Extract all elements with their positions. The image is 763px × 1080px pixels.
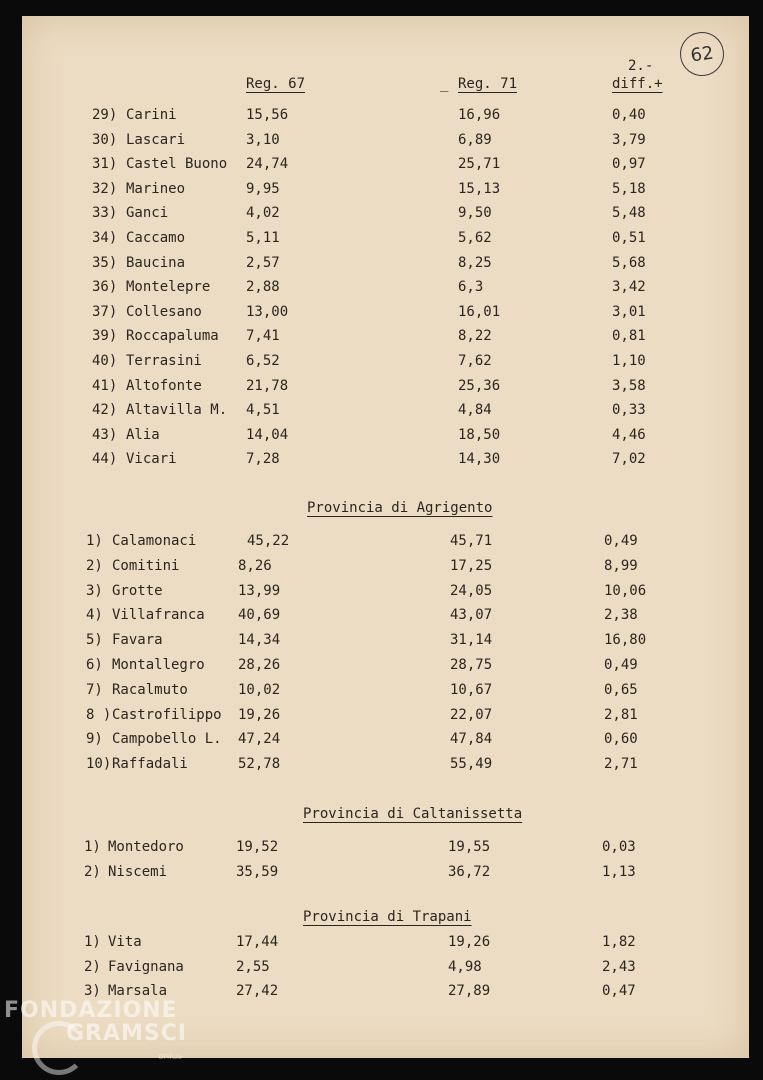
row-reg67: 7,28 (246, 451, 280, 467)
row-reg71: 8,22 (458, 328, 492, 344)
row-reg71: 4,98 (448, 959, 482, 975)
row-index: 3) (84, 983, 101, 999)
row-reg67: 21,78 (246, 378, 289, 394)
row-reg71: 16,01 (458, 304, 501, 320)
row-index: 8 ) (86, 707, 112, 723)
row-index: 30) (92, 132, 118, 148)
row-diff: 0,65 (604, 682, 638, 698)
header-page-marker: 2.- (628, 58, 654, 74)
row-diff: 10,06 (604, 583, 647, 599)
row-reg67: 13,00 (246, 304, 289, 320)
row-reg71: 28,75 (450, 657, 493, 673)
row-comune: Villafranca (112, 607, 205, 623)
row-diff: 5,18 (612, 181, 646, 197)
row-reg67: 45,22 (247, 533, 290, 549)
row-index: 10) (86, 756, 112, 772)
row-comune: Carini (126, 107, 177, 123)
row-reg67: 52,78 (238, 756, 281, 772)
watermark-line1: FONDAZIONE (4, 998, 178, 1023)
row-reg67: 13,99 (238, 583, 281, 599)
row-comune: Montelepre (126, 279, 211, 295)
row-index: 41) (92, 378, 118, 394)
row-diff: 0,40 (612, 107, 646, 123)
row-reg71: 47,84 (450, 731, 493, 747)
row-index: 29) (92, 107, 118, 123)
row-comune: Montallegro (112, 657, 205, 673)
row-comune: Grotte (112, 583, 163, 599)
row-comune: Montedoro (108, 839, 184, 855)
row-index: 2) (86, 558, 103, 574)
watermark-line2: GRAMSCI (66, 1021, 188, 1046)
row-comune: Collesano (126, 304, 202, 320)
row-index: 35) (92, 255, 118, 271)
row-index: 32) (92, 181, 118, 197)
row-comune: Calamonaci (112, 533, 197, 549)
row-index: 40) (92, 353, 118, 369)
row-index: 2) (84, 864, 101, 880)
row-diff: 2,43 (602, 959, 636, 975)
row-reg67: 2,57 (246, 255, 280, 271)
row-diff: 2,71 (604, 756, 638, 772)
row-reg67: 4,51 (246, 402, 280, 418)
row-reg67: 19,52 (236, 839, 279, 855)
row-diff: 7,02 (612, 451, 646, 467)
row-index: 4) (86, 607, 103, 623)
row-index: 6) (86, 657, 103, 673)
row-reg67: 8,26 (238, 558, 272, 574)
row-reg67: 10,02 (238, 682, 281, 698)
row-index: 31) (92, 156, 118, 172)
row-comune: Raffadali (112, 756, 188, 772)
row-index: 44) (92, 451, 118, 467)
row-comune: Castel Buono (126, 156, 228, 172)
row-diff: 0,81 (612, 328, 646, 344)
row-reg67: 5,11 (246, 230, 280, 246)
row-comune: Vita (108, 934, 142, 950)
row-diff: 3,42 (612, 279, 646, 295)
row-comune: Lascari (126, 132, 186, 148)
row-reg71: 9,50 (458, 205, 492, 221)
row-index: 1) (84, 934, 101, 950)
header-diff: diff.+ (612, 76, 663, 92)
section-title-trapani: Provincia di Trapani (303, 909, 472, 925)
row-comune: Marsala (108, 983, 168, 999)
row-reg71: 25,36 (458, 378, 501, 394)
row-reg67: 35,59 (236, 864, 279, 880)
header-reg71: Reg. 71 (458, 76, 518, 92)
row-reg67: 24,74 (246, 156, 289, 172)
page-number-stamp: 62 (677, 29, 727, 79)
row-comune: Alia (126, 427, 160, 443)
row-diff: 0,49 (604, 657, 638, 673)
row-reg67: 47,24 (238, 731, 281, 747)
row-diff: 3,79 (612, 132, 646, 148)
row-reg71: 18,50 (458, 427, 501, 443)
row-index: 36) (92, 279, 118, 295)
row-index: 33) (92, 205, 118, 221)
row-diff: 5,48 (612, 205, 646, 221)
section-title-caltanissetta: Provincia di Caltanissetta (303, 806, 523, 822)
row-reg67: 17,44 (236, 934, 279, 950)
row-reg71: 45,71 (450, 533, 493, 549)
row-reg67: 14,04 (246, 427, 289, 443)
row-comune: Favara (112, 632, 163, 648)
row-reg71: 24,05 (450, 583, 493, 599)
row-reg71: 7,62 (458, 353, 492, 369)
row-comune: Caccamo (126, 230, 186, 246)
row-diff: 1,82 (602, 934, 636, 950)
row-diff: 1,13 (602, 864, 636, 880)
section-title-agrigento: Provincia di Agrigento (307, 500, 493, 516)
row-index: 7) (86, 682, 103, 698)
row-comune: Terrasini (126, 353, 202, 369)
row-reg71: 55,49 (450, 756, 493, 772)
row-reg67: 6,52 (246, 353, 280, 369)
row-reg67: 19,26 (238, 707, 281, 723)
row-reg67: 2,55 (236, 959, 270, 975)
row-reg67: 15,56 (246, 107, 289, 123)
row-index: 43) (92, 427, 118, 443)
row-reg67: 40,69 (238, 607, 281, 623)
row-comune: Altavilla M. (126, 402, 228, 418)
row-diff: 0,03 (602, 839, 636, 855)
row-reg71: 19,26 (448, 934, 491, 950)
row-reg71: 4,84 (458, 402, 492, 418)
row-comune: Favignana (108, 959, 184, 975)
row-comune: Castrofilippo (112, 707, 222, 723)
row-diff: 16,80 (604, 632, 647, 648)
row-diff: 4,46 (612, 427, 646, 443)
row-index: 34) (92, 230, 118, 246)
row-comune: Baucina (126, 255, 186, 271)
row-index: 42) (92, 402, 118, 418)
row-comune: Marineo (126, 181, 186, 197)
row-reg71: 5,62 (458, 230, 492, 246)
row-diff: 2,38 (604, 607, 638, 623)
row-comune: Roccapaluma (126, 328, 219, 344)
row-reg71: 10,67 (450, 682, 493, 698)
row-reg67: 7,41 (246, 328, 280, 344)
row-reg67: 14,34 (238, 632, 281, 648)
row-index: 5) (86, 632, 103, 648)
row-index: 2) (84, 959, 101, 975)
row-reg71: 15,13 (458, 181, 501, 197)
row-reg71: 31,14 (450, 632, 493, 648)
row-comune: Altofonte (126, 378, 202, 394)
row-comune: Niscemi (108, 864, 168, 880)
row-diff: 0,51 (612, 230, 646, 246)
row-reg71: 43,07 (450, 607, 493, 623)
row-index: 39) (92, 328, 118, 344)
row-reg67: 3,10 (246, 132, 280, 148)
row-diff: 5,68 (612, 255, 646, 271)
row-comune: Vicari (126, 451, 177, 467)
row-diff: 3,01 (612, 304, 646, 320)
row-reg71: 36,72 (448, 864, 491, 880)
row-diff: 1,10 (612, 353, 646, 369)
row-index: 9) (86, 731, 103, 747)
row-index: 1) (86, 533, 103, 549)
row-reg71: 16,96 (458, 107, 501, 123)
row-reg71: 22,07 (450, 707, 493, 723)
row-reg67: 27,42 (236, 983, 279, 999)
row-comune: Racalmuto (112, 682, 188, 698)
row-reg71: 27,89 (448, 983, 491, 999)
row-diff: 0,97 (612, 156, 646, 172)
row-reg67: 28,26 (238, 657, 281, 673)
row-reg71: 8,25 (458, 255, 492, 271)
row-comune: Comitini (112, 558, 180, 574)
row-diff: 8,99 (604, 558, 638, 574)
row-diff: 0,33 (612, 402, 646, 418)
row-index: 37) (92, 304, 118, 320)
row-diff: 3,58 (612, 378, 646, 394)
row-reg71: 14,30 (458, 451, 501, 467)
row-comune: Campobello L. (112, 731, 222, 747)
row-diff: 0,60 (604, 731, 638, 747)
row-diff: 0,47 (602, 983, 636, 999)
row-reg71: 17,25 (450, 558, 493, 574)
row-reg71: 25,71 (458, 156, 501, 172)
row-index: 1) (84, 839, 101, 855)
row-comune: Ganci (126, 205, 169, 221)
header-reg67: Reg. 67 (246, 76, 306, 92)
row-diff: 0,49 (604, 533, 638, 549)
row-reg67: 4,02 (246, 205, 280, 221)
row-reg67: 9,95 (246, 181, 280, 197)
row-index: 3) (86, 583, 103, 599)
row-reg71: 6,3 (458, 279, 484, 295)
row-reg67: 2,88 (246, 279, 280, 295)
row-reg71: 6,89 (458, 132, 492, 148)
row-diff: 2,81 (604, 707, 638, 723)
row-reg71: 19,55 (448, 839, 491, 855)
header-dash: _ (440, 76, 449, 92)
watermark-line3: onlus (158, 1052, 183, 1062)
